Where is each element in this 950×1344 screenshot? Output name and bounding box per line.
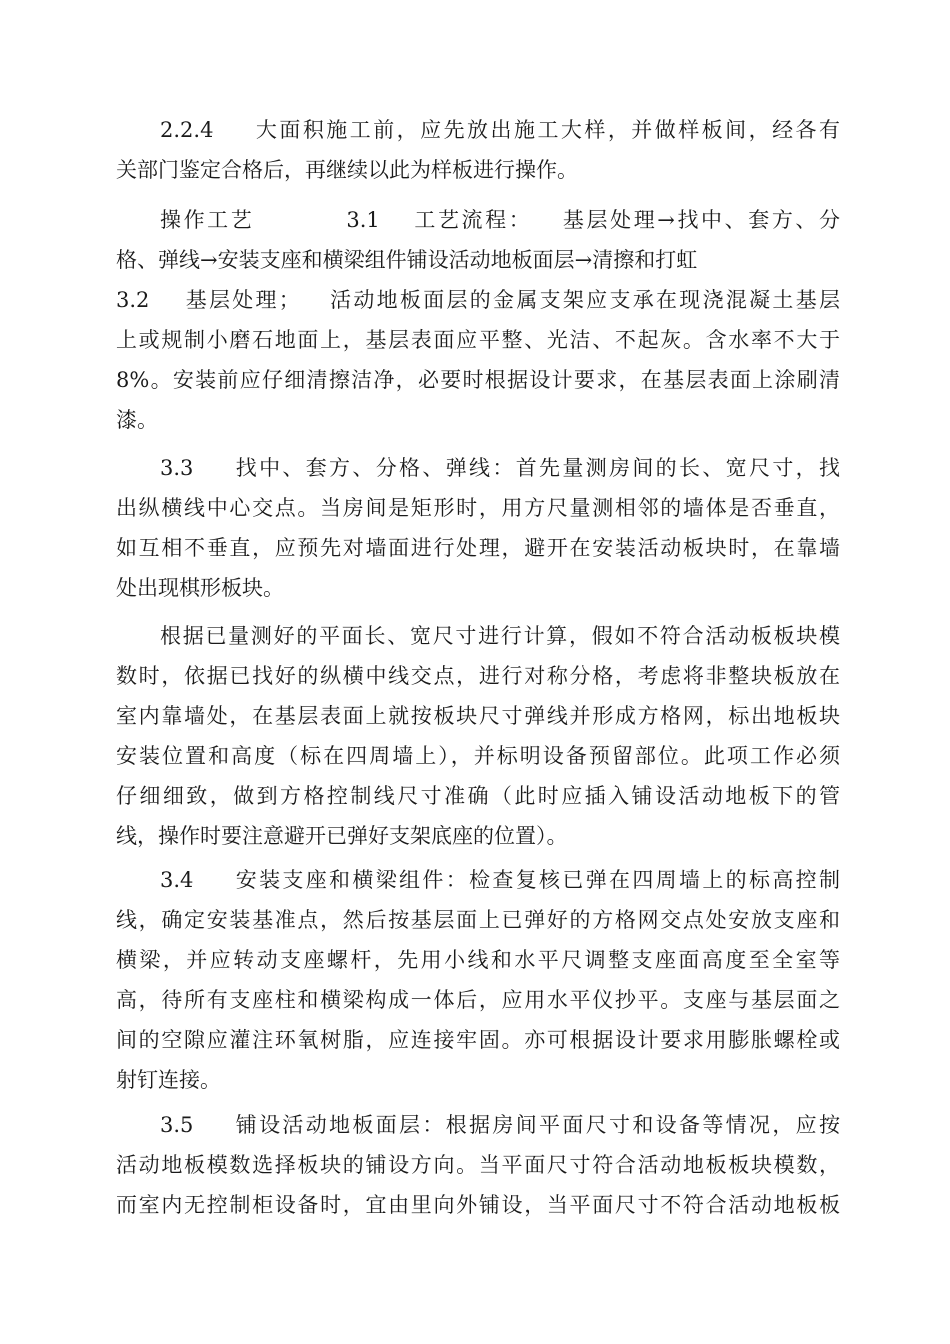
text-line: 活动地板模数选择板块的铺设方向。当平面尺寸符合活动地板板块模数， — [116, 1153, 840, 1177]
section-heading: 操作工艺 — [160, 208, 255, 232]
paragraph-3-3-continued — [116, 616, 840, 856]
section-number: 3.4 — [160, 868, 194, 892]
text-line: 线，确定安装基准点，然后按基层面上已弹好的方格网交点处安放支座和 — [116, 908, 840, 932]
text-segment: 铺设活动地板面层：根据房间平面尺寸和设备等情况，应按 — [233, 1113, 840, 1137]
paragraph-3-2 — [116, 280, 840, 440]
text-segment: 大面积施工前，应先放出施工大样，并做样板间，经各有 — [253, 118, 840, 142]
paragraph-2-2-4 — [116, 110, 840, 190]
text-line: 安装位置和高度（标在四周墙上），并标明设备预留部位。此项工作必须 — [116, 744, 840, 768]
text-line: 数时，依据已找好的纵横中线交点，进行对称分格，考虑将非整块板放在 — [116, 664, 840, 688]
section-number: 3.2 — [116, 288, 150, 312]
text-line — [116, 860, 840, 900]
text-line: 射钉连接。 — [116, 1068, 221, 1092]
text-line: 处出现棋形板块。 — [116, 576, 284, 600]
text-line: 漆。 — [116, 408, 158, 432]
section-number: 3.1 — [346, 208, 380, 232]
text-line: 横梁，并应转动支座螺杆，先用小线和水平尺调整支座面高度至全室等 — [116, 948, 840, 972]
text-line — [116, 110, 840, 150]
paragraph-3-5 — [116, 1105, 840, 1225]
text-line — [116, 1105, 840, 1145]
text-line — [116, 200, 840, 240]
text-segment: 活动地板面层的金属支架应支承在现浇混凝土基层 — [327, 288, 840, 312]
text-line: 出纵横线中心交点。当房间是矩形时，用方尺量测相邻的墙体是否垂直， — [116, 496, 840, 520]
section-number: 3.5 — [160, 1113, 194, 1137]
paragraph-process — [116, 200, 840, 280]
section-title: 工艺流程： — [411, 208, 533, 232]
text-line: 上或规制小磨石地面上，基层表面应平整、光洁、不起灰。含水率不大于 — [116, 328, 840, 352]
section-title: 基层处理； — [183, 288, 300, 312]
text-line: 根据已量测好的平面长、宽尺寸进行计算，假如不符合活动板板块模 — [160, 624, 840, 648]
paragraph-3-4 — [116, 860, 840, 1100]
text-segment: 安装支座和横梁组件：检查复核已弹在四周墙上的标高控制 — [233, 868, 840, 892]
section-number: 2.2.4 — [160, 118, 214, 142]
section-number: 3.3 — [160, 456, 194, 480]
text-line: 间的空隙应灌注环氧树脂，应连接牢固。亦可根据设计要求用膨胀螺栓或 — [116, 1028, 840, 1052]
text-line: 室内靠墙处，在基层表面上就按板块尺寸弹线并形成方格网，标出地板块 — [116, 704, 840, 728]
text-segment: 基层处理→找中、套方、分 — [560, 208, 841, 232]
text-line: 高，待所有支座柱和横梁构成一体后，应用水平仪抄平。支座与基层面之 — [116, 988, 840, 1012]
text-segment: 找中、套方、分格、弹线：首先量测房间的长、宽尺寸，找 — [233, 456, 840, 480]
text-line: 8%。安装前应仔细清擦洁净，必要时根据设计要求，在基层表面上涂刷清 — [116, 368, 840, 392]
text-line: 格、弹线→安装支座和横梁组件铺设活动地板面层→清擦和打虹 — [116, 248, 698, 272]
text-line: 关部门鉴定合格后，再继续以此为样板进行操作。 — [116, 158, 578, 182]
text-line — [116, 280, 840, 320]
text-line: 如互相不垂直，应预先对墙面进行处理，避开在安装活动板块时，在靠墙 — [116, 536, 840, 560]
paragraph-3-3 — [116, 448, 840, 608]
text-line: 仔细细致，做到方格控制线尺寸准确（此时应插入铺设活动地板下的管 — [116, 784, 840, 808]
text-line: 线，操作时要注意避开已弹好支架底座的位置）。 — [116, 824, 568, 848]
text-line: 而室内无控制柜设备时，宜由里向外铺设，当平面尺寸不符合活动地板板 — [116, 1193, 840, 1217]
text-line — [116, 448, 840, 488]
